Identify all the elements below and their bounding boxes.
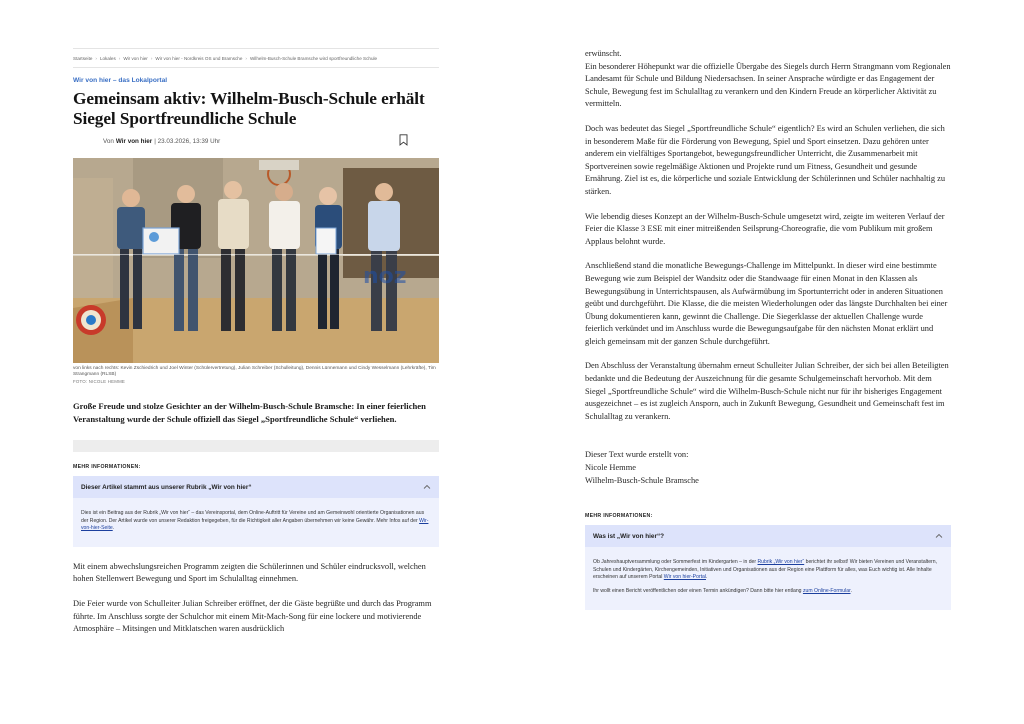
article-paragraph: erwünscht. Ein besonderer Höhepunkt war die offizielle Übergabe des Siegels durch Herrn Strangmann vom Regionalen Landesamt für Schule und Bildung Niedersachsen. In seiner Ansprache würdigte er das Engagement der Schule, Bewegung fest im Schulalltag zu verankern und den Kindern Freude an körperlicher Aktivität zu vermitteln. [585, 49, 951, 109]
accordion-body [585, 547, 951, 609]
accordion-text: Ob Jahreshauptversammlung oder Sommerfest im Kindergarten – in der [593, 559, 757, 566]
chevron-up-icon[interactable] [935, 533, 943, 539]
article-paragraph: Anschließend stand die monatliche Bewegungs-Challenge im Mittelpunkt. In dieser wird eine bestimmte Bewegung wie zum Beispiel der Wandsitz oder die Standwaage für einen Monat in den Klassen als Bewegungsübung in Unterrichtspausen, als Aufwärmübung im Sportunterricht oder in anderen Situationen geübt und durchgeführt. Die Klasse, die die meisten Wiederholungen oder das längste Durchhalten bei einer Übung dokumentieren kann, gewinnt die Challenge. Die Siegerklasse der aktuellen Challenge wurde feierlich verkündet und im Anschluss wurde die Bewegungsaufgabe für den nächsten Monat erklärt und gleich gemeinsam mit der ganzen Schule durchgeführt. [585, 261, 948, 346]
breadcrumb-separator: › [245, 55, 247, 61]
article-paragraph: Die Feier wurde von Schulleiter Julian Schreiber eröffnet, der die Gäste begrüßte und durch das Programm führte. Im Anschluss sorgte der Schulchor mit einem Mit-Mach-Song für eine lockere und motivierende Atmosphäre – Mitsingen und Mitklatschen waren ausdrücklich [73, 598, 432, 634]
breadcrumb-item[interactable]: Wir von hier - Nordkreis OS und Bramsche [155, 55, 243, 61]
more-info-label: MEHR INFORMATIONEN: [73, 464, 141, 470]
breadcrumb-separator: › [118, 55, 121, 61]
accordion-paragraph [593, 588, 943, 596]
accordion-header[interactable] [73, 476, 439, 498]
chevron-up-icon[interactable] [423, 484, 431, 490]
portal-link[interactable]: Wir von hier-Portal [663, 574, 706, 581]
accordion-text: . [705, 574, 708, 581]
article-paragraph: Den Abschluss der Veranstaltung übernahm erneut Schulleiter Julian Schreiber, der sich bei allen Beteiligten bedankte und die Bedeutung der Auszeichnung für die gesamte Schulgemeinschaft hervorhob. Mit dem Siegel „Sportfreundliche Schule“ wird die Wilhelm-Busch-Schule nicht nur für ihr bisheriges Engagement ausgezeichnet – es ist zugleich Ansporn, auch in Zukunft Bewegung, Gesundheit und Gemeinschaft fest im Schulalltag zu verankern. [585, 361, 949, 421]
wir-von-hier-link[interactable]: Wir-von-hier-Seite [81, 517, 429, 532]
group-photo-illustration [73, 158, 439, 363]
accordion-text: berichtet ihr selbst! Wir bieten Vereinen und Veranstaltern, Schulen und Kindergärten, Kirchengemeinden, Initiativen und Organisationen aus der Region eine Plattform für alles, was Euch wichtig ist. Alle Inhalte erscheinen auf unserem Portal [593, 559, 938, 581]
breadcrumb-current: Wilhelm-Busch-Schule Bramsche wird sportfreundliche Schule [249, 55, 378, 61]
accordion-text: . [850, 588, 852, 594]
accordion-body [73, 498, 439, 547]
online-form-link[interactable]: zum Online-Formular [802, 588, 851, 594]
breadcrumb-separator: › [150, 55, 153, 61]
article-body-left [73, 561, 439, 636]
accordion-title: Dieser Artikel stammt aus unserer Rubrik „Wir von hier“ [81, 483, 252, 491]
breadcrumb-item[interactable]: Wir von hier [123, 55, 148, 61]
article-kicker[interactable]: Wir von hier – das Lokalportal [73, 77, 168, 84]
byline-prefix: Von [103, 137, 114, 145]
publish-date: | 23.03.2026, 13:39 Uhr [154, 137, 221, 145]
photo-watermark: noz [363, 264, 407, 289]
breadcrumb-item[interactable]: Lokales [99, 55, 116, 61]
author-link[interactable]: Wir von hier [115, 137, 153, 145]
article-paragraph: Doch was bedeutet das Siegel „Sportfreundliche Schule“ eigentlich? Es wird an Schulen verliehen, die sich in besonderem Maße für die Förderung von Bewegung, Spiel und Sport einsetzen. Dazu gehören unter anderem ein vielfältiges Sportangebot, bewegungsfreundlicher Unterricht, die Zusammenarbeit mit Sportvereinen sowie regelmäßige Aktionen und Projekte rund um Fitness, Gesundheit und gesunde Ernährung. Ziel ist es, die körperliche und soziale Entwicklung der Schülerinnen und Schüler nachhaltig zu stärken. [585, 123, 946, 196]
accordion-title: Was ist „Wir von hier“? [593, 532, 665, 540]
accordion-text: Dies ist ein Beitrag aus der Rubrik „Wir von hier“ – das Vereinsportal, dem Online-Auftritt für Vereine und am Gemeinwohl orientierte Organisationen aus der Region. Der Artikel wurde von unserer Redaktion freigegeben, für die Richtigkeit aller Angaben übernehmen wir keine Gewähr. Mehr Infos auf der [81, 510, 425, 524]
article-photo [73, 158, 439, 363]
photo-caption: von links nach rechts: Kevin Zschiedrich und Joel Winter (Schülervertretung), Julian Schreiber (Schulleitung), Dennis Lünnemann und Cindy Wesselmann (Lehrkräfte), Tim Strangmann (RLSB) [73, 366, 436, 378]
rubrik-link[interactable]: Rubrik „Wir von hier“ [757, 559, 805, 566]
accordion-text-tail: . [112, 525, 115, 532]
author-signature: Dieser Text wurde erstellt von: Nicole Hemme Wilhelm-Busch-Schule Bramsche [585, 450, 699, 485]
photo-credit: FOTO: NICOLE HEMME [73, 379, 126, 385]
more-info-label: MEHR INFORMATIONEN: [585, 513, 653, 520]
article-paragraph: Mit einem abwechslungsreichen Programm zeigten die Schülerinnen und Schüler eindrucksvoll, welchen hohen Stellenwert Bewegung und Sport im Schulalltag einnehmen. [73, 561, 426, 584]
breadcrumb-item[interactable]: Startseite [73, 55, 93, 61]
accordion-text: Ihr wollt einen Bericht veröffentlichen oder einen Termin ankündigen? Dann bitte hier entlang [593, 588, 802, 594]
breadcrumb-separator: › [95, 55, 97, 61]
page-title: Gemeinsam aktiv: Wilhelm-Busch-Schule erhält Siegel Sportfreundliche Schule [73, 89, 425, 128]
ad-placeholder [73, 440, 439, 452]
right-column [585, 48, 951, 610]
article-paragraph: Wie lebendig dieses Konzept an der Wilhelm-Busch-Schule umgesetzt wird, zeigte im weiteren Verlauf der Feier die Klasse 3 ESE mit einer mitreißenden Seilsprung-Choreografie, die vom Publikum mit großem Applaus belohnt wurde. [585, 211, 945, 246]
left-column [73, 48, 439, 636]
accordion-paragraph [593, 559, 943, 582]
bookmark-icon[interactable] [399, 134, 408, 146]
breadcrumb [73, 48, 439, 68]
article-lead: Große Freude und stolze Gesichter an der Wilhelm-Busch-Schule Bramsche: In einer feierlichen Veranstaltung wurde der Schule offiziell das Siegel „Sportfreundliche Schule“ verliehen. [73, 401, 426, 425]
byline [73, 134, 439, 148]
accordion-header[interactable] [585, 525, 951, 547]
